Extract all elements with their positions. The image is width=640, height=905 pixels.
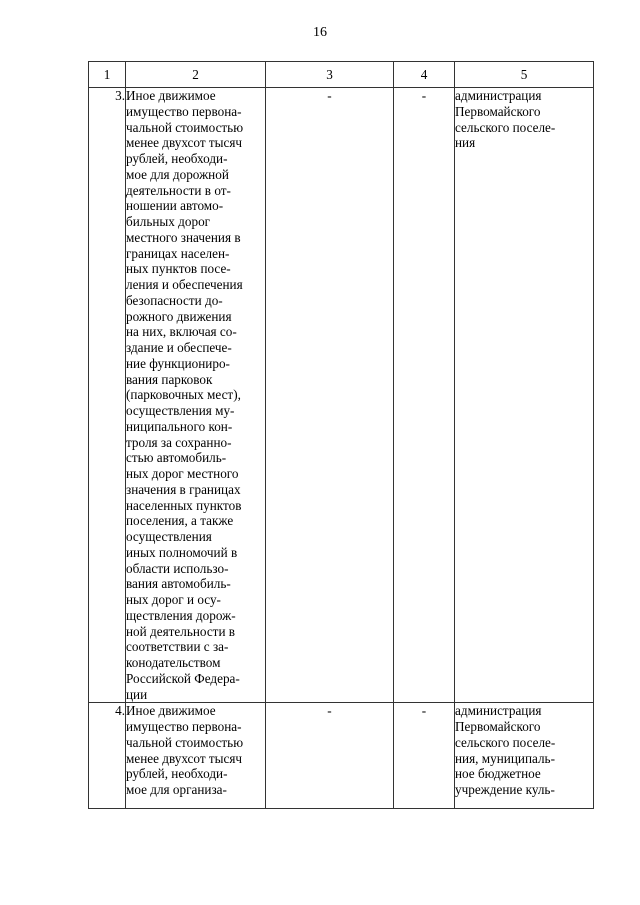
text-line: (парковочных мест), bbox=[126, 387, 241, 403]
text-line: местного значения в bbox=[126, 229, 241, 245]
column-header-4: 4 bbox=[394, 62, 455, 88]
text-line: ное бюджетное bbox=[455, 766, 541, 782]
text-line: рублей, необходи- bbox=[126, 766, 228, 782]
row-number: 4. bbox=[89, 703, 126, 809]
text-line: рожного движения bbox=[126, 308, 232, 324]
column-header-5: 5 bbox=[455, 62, 594, 88]
text-line: соответствии с за- bbox=[126, 639, 229, 655]
column-header-2: 2 bbox=[126, 62, 266, 88]
text-line: осуществления bbox=[126, 529, 212, 544]
text-line: здание и обеспече- bbox=[126, 340, 232, 355]
text-line: Российской Федера- bbox=[126, 670, 240, 686]
text-line: области использо- bbox=[126, 560, 229, 576]
text-line: имущество первона- bbox=[126, 719, 242, 734]
text-line: ции bbox=[126, 686, 148, 702]
text-line: администрация bbox=[455, 88, 542, 103]
page-number: 16 bbox=[313, 25, 327, 40]
text-line: Первомайского bbox=[455, 103, 541, 119]
text-line: мое для дорожной bbox=[126, 166, 229, 182]
text-line: троля за сохранно- bbox=[126, 434, 232, 450]
holder-name bbox=[455, 88, 594, 703]
text-line: мое для организа- bbox=[126, 782, 227, 797]
text-line: сельского поселе- bbox=[455, 119, 556, 135]
col4-value: - bbox=[394, 703, 455, 809]
text-line: ных пунктов посе- bbox=[126, 261, 231, 277]
col4-value: - bbox=[394, 88, 455, 703]
text-line: ления и обеспечения bbox=[126, 277, 243, 292]
col3-value: - bbox=[266, 703, 394, 809]
text-line: ной деятельности в bbox=[126, 623, 236, 639]
text-line: осуществления му- bbox=[126, 403, 235, 418]
property-name bbox=[126, 88, 266, 703]
header-row bbox=[89, 62, 594, 88]
text-line: значения в границах bbox=[126, 481, 241, 497]
text-line: деятельности в от- bbox=[126, 182, 231, 198]
property-table bbox=[88, 61, 594, 809]
text-line: учреждение куль- bbox=[455, 782, 555, 797]
text-line: администрация bbox=[455, 703, 542, 719]
text-line: ношении автомо- bbox=[126, 198, 224, 214]
text-line: менее двухсот тысяч bbox=[126, 750, 243, 766]
table-row bbox=[89, 703, 594, 809]
text-line: ния bbox=[455, 135, 476, 151]
text-line: ние функциониро- bbox=[126, 355, 230, 371]
holder-name bbox=[455, 703, 594, 809]
text-line: конодательством bbox=[126, 655, 221, 670]
text-line: вания автомобиль- bbox=[126, 576, 231, 592]
text-line: чальной стоимостью bbox=[126, 119, 244, 135]
text-line: ществления дорож- bbox=[126, 607, 236, 623]
text-line: вания парковок bbox=[126, 371, 213, 387]
text-line: имущество первона- bbox=[126, 103, 242, 119]
text-line: границах населен- bbox=[126, 245, 230, 261]
text-line: Иное движимое bbox=[126, 88, 216, 103]
text-line: поселения, а также bbox=[126, 513, 234, 529]
text-line: Первомайского bbox=[455, 719, 541, 734]
col3-value: - bbox=[266, 88, 394, 703]
text-line: сельского поселе- bbox=[455, 734, 556, 750]
text-line: ния, муниципаль- bbox=[455, 750, 555, 766]
row-number: 3. bbox=[89, 88, 126, 703]
text-line: стью автомобиль- bbox=[126, 450, 227, 466]
column-header-1: 1 bbox=[89, 62, 126, 88]
text-line: иных полномочий в bbox=[126, 544, 238, 560]
table-row bbox=[89, 88, 594, 703]
text-line: рублей, необходи- bbox=[126, 151, 228, 166]
text-line: на них, включая со- bbox=[126, 324, 237, 340]
text-line: населенных пунктов bbox=[126, 497, 242, 513]
text-line: бильных дорог bbox=[126, 214, 211, 229]
text-line: Иное движимое bbox=[126, 703, 216, 719]
text-line: ниципального кон- bbox=[126, 418, 233, 434]
column-header-3: 3 bbox=[266, 62, 394, 88]
text-line: ных дорог и осу- bbox=[126, 592, 221, 607]
text-line: безопасности до- bbox=[126, 292, 223, 308]
text-line: менее двухсот тысяч bbox=[126, 135, 243, 151]
property-name bbox=[126, 703, 266, 809]
text-line: ных дорог местного bbox=[126, 466, 239, 481]
text-line: чальной стоимостью bbox=[126, 734, 244, 750]
